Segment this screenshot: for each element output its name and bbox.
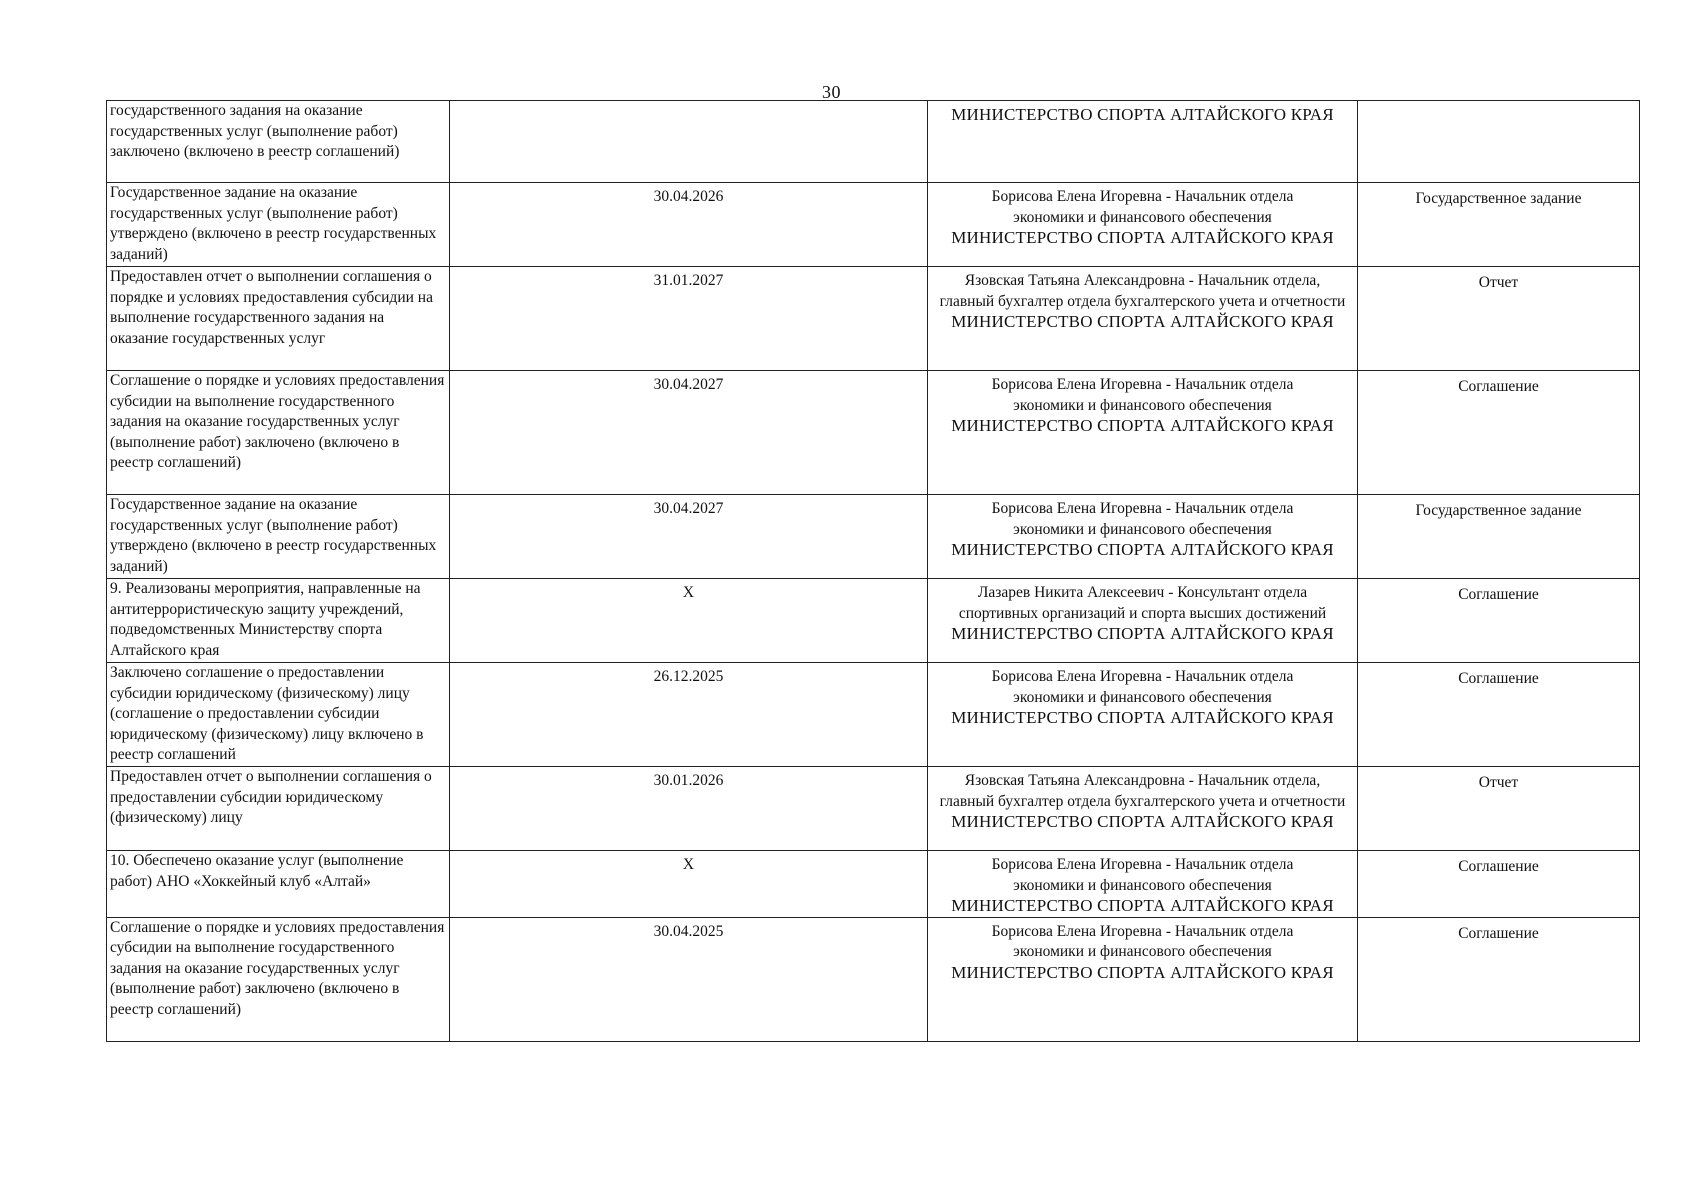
date-cell: 26.12.2025: [450, 663, 928, 767]
responsible-person: Язовская Татьяна Александровна - Начальник отдела,: [964, 272, 1321, 289]
event-cell: 10. Обеспечено оказание услуг (выполнение работ) АНО «Хоккейный клуб «Алтай»: [107, 851, 450, 918]
responsible-department: главный бухгалтер отдела бухгалтерского учета и отчетности: [939, 792, 1346, 810]
responsible-cell: [928, 371, 1358, 495]
table-row: [107, 495, 1640, 579]
date-cell: 30.04.2027: [450, 371, 928, 495]
date-cell: 30.01.2026: [450, 767, 928, 851]
responsible-department: спортивных организаций и спорта высших достижений: [958, 604, 1327, 622]
responsible-cell: [928, 851, 1358, 918]
event-cell: Соглашение о порядке и условиях предоставления субсидии на выполнение государственного задания на оказание государственных услуг (выполнение работ) заключено (включено в реестр соглашений): [107, 371, 450, 495]
responsible-person: Борисова Елена Игоревна - Начальник отдела: [991, 500, 1294, 517]
event-cell: Предоставлен отчет о выполнении соглашения о порядке и условиях предоставления субсидии на выполнение государственного задания на оказание государственных услуг: [107, 267, 450, 371]
responsible-cell: [928, 767, 1358, 851]
organization-name: МИНИСТЕРСТВО СПОРТА АЛТАЙСКОГО КРАЯ: [951, 312, 1334, 331]
event-cell: государственного задания на оказание государственных услуг (выполнение работ) заключено (включено в реестр соглашений): [107, 101, 450, 183]
date-cell: [450, 101, 928, 183]
responsible-cell: [928, 495, 1358, 579]
organization-name: МИНИСТЕРСТВО СПОРТА АЛТАЙСКОГО КРАЯ: [951, 896, 1334, 915]
responsible-cell: [928, 267, 1358, 371]
table-row: [107, 767, 1640, 851]
responsible-cell: [928, 101, 1358, 183]
organization-name: МИНИСТЕРСТВО СПОРТА АЛТАЙСКОГО КРАЯ: [951, 105, 1334, 124]
document-cell: Соглашение: [1358, 663, 1640, 767]
responsible-department: экономики и финансового обеспечения: [1013, 520, 1272, 538]
date-cell: 30.04.2026: [450, 183, 928, 267]
organization-name: МИНИСТЕРСТВО СПОРТА АЛТАЙСКОГО КРАЯ: [951, 708, 1334, 727]
document-cell: Соглашение: [1358, 371, 1640, 495]
table-row: [107, 663, 1640, 767]
responsible-person: Борисова Елена Игоревна - Начальник отдела: [991, 922, 1294, 940]
responsible-person: Борисова Елена Игоревна - Начальник отдела: [991, 188, 1294, 205]
date-cell: 31.01.2027: [450, 267, 928, 371]
event-cell: Заключено соглашение о предоставлении субсидии юридическому (физическому) лицу (соглашение о предоставлении субсидии юридическому (физическому) лицу включено в реестр соглашений: [107, 663, 450, 767]
responsible-cell: [928, 579, 1358, 663]
organization-name: МИНИСТЕРСТВО СПОРТА АЛТАЙСКОГО КРАЯ: [951, 962, 1334, 982]
organization-name: МИНИСТЕРСТВО СПОРТА АЛТАЙСКОГО КРАЯ: [951, 416, 1334, 435]
table-row: [107, 371, 1640, 495]
responsible-cell: [928, 183, 1358, 267]
event-cell: Предоставлен отчет о выполнении соглашения о предоставлении субсидии юридическому (физическому) лицу: [107, 767, 450, 851]
document-cell: Соглашение: [1358, 917, 1640, 1041]
responsible-person: Лазарев Никита Алексеевич - Консультант отдела: [977, 584, 1308, 601]
organization-name: МИНИСТЕРСТВО СПОРТА АЛТАЙСКОГО КРАЯ: [951, 228, 1334, 247]
responsible-department: главный бухгалтер отдела бухгалтерского учета и отчетности: [939, 292, 1346, 310]
responsible-department: экономики и финансового обеспечения: [1013, 943, 1272, 960]
responsible-person: Язовская Татьяна Александровна - Начальник отдела,: [964, 772, 1321, 789]
document-cell: [1358, 101, 1640, 183]
table-row: [107, 101, 1640, 183]
document-cell: Государственное задание: [1358, 183, 1640, 267]
organization-name: МИНИСТЕРСТВО СПОРТА АЛТАЙСКОГО КРАЯ: [951, 812, 1334, 831]
event-cell: Государственное задание на оказание государственных услуг (выполнение работ) утверждено (включено в реестр государственных заданий): [107, 183, 450, 267]
responsible-person: Борисова Елена Игоревна - Начальник отдела: [991, 376, 1294, 393]
organization-name: МИНИСТЕРСТВО СПОРТА АЛТАЙСКОГО КРАЯ: [951, 624, 1334, 643]
page-number: 30: [822, 82, 841, 102]
responsible-department: экономики и финансового обеспечения: [1013, 688, 1272, 706]
document-cell: Соглашение: [1358, 851, 1640, 918]
table-row: [107, 183, 1640, 267]
table-row: [107, 917, 1640, 1041]
event-cell: Государственное задание на оказание государственных услуг (выполнение работ) утверждено (включено в реестр государственных заданий): [107, 495, 450, 579]
document-cell: Соглашение: [1358, 579, 1640, 663]
responsible-department: экономики и финансового обеспечения: [1013, 208, 1272, 226]
table-row: [107, 267, 1640, 371]
document-cell: Государственное задание: [1358, 495, 1640, 579]
table-row: [107, 579, 1640, 663]
responsible-department: экономики и финансового обеспечения: [1013, 876, 1272, 894]
responsible-person: Борисова Елена Игоревна - Начальник отдела: [991, 668, 1294, 685]
date-cell: X: [450, 579, 928, 663]
event-cell: Соглашение о порядке и условиях предоставления субсидии на выполнение государственного задания на оказание государственных услуг (выполнение работ) заключено (включено в реестр соглашений): [107, 917, 450, 1041]
table-row: [107, 851, 1640, 918]
event-cell: 9. Реализованы мероприятия, направленные на антитеррористическую защиту учреждений, подведомственных Министерству спорта Алтайского края: [107, 579, 450, 663]
registry-table-body: [107, 101, 1640, 1042]
responsible-department: экономики и финансового обеспечения: [1013, 396, 1272, 414]
registry-table: [106, 100, 1640, 1042]
responsible-cell: [928, 917, 1358, 1041]
organization-name: МИНИСТЕРСТВО СПОРТА АЛТАЙСКОГО КРАЯ: [951, 540, 1334, 559]
date-cell: X: [450, 851, 928, 918]
responsible-cell: [928, 663, 1358, 767]
responsible-person: Борисова Елена Игоревна - Начальник отдела: [991, 856, 1294, 873]
document-cell: Отчет: [1358, 767, 1640, 851]
document-cell: Отчет: [1358, 267, 1640, 371]
date-cell: 30.04.2025: [450, 917, 928, 1041]
date-cell: 30.04.2027: [450, 495, 928, 579]
